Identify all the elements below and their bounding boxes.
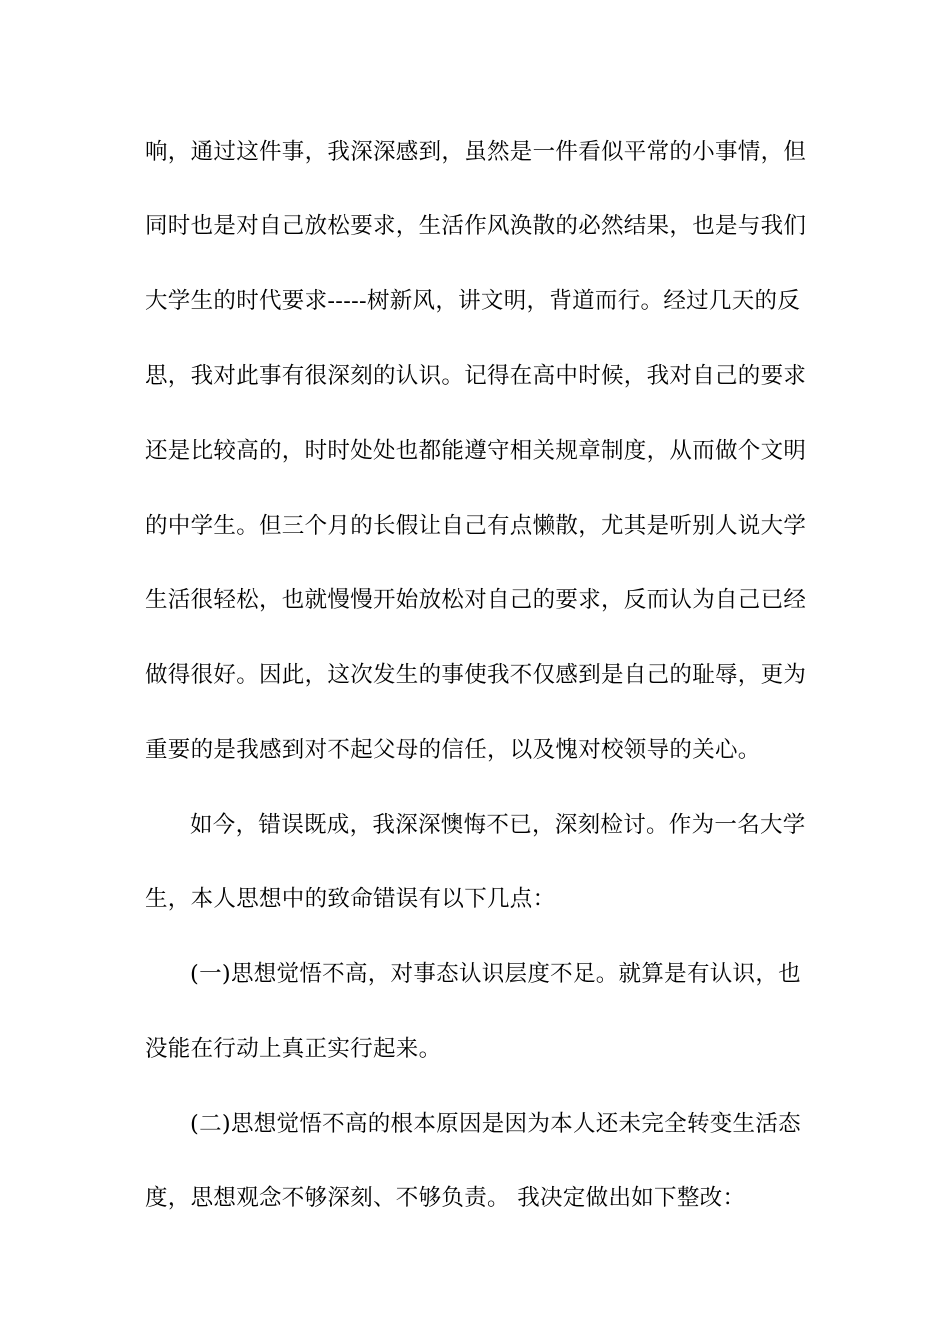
paragraph-line: 生，本人思想中的致命错误有以下几点： <box>145 886 556 912</box>
paragraph-line: 响，通过这件事，我深深感到，虽然是一件看似平常的小事情，但 <box>145 139 807 165</box>
paragraph-line: 思，我对此事有很深刻的认识。记得在高中时候，我对自己的要求 <box>145 363 807 389</box>
paragraph-line: 生活很轻松，也就慢慢开始放松对自己的要求，反而认为自己已经 <box>145 587 807 613</box>
paragraph-line: 还是比较高的，时时处处也都能遵守相关规章制度，从而做个文明 <box>145 438 807 464</box>
paragraph-line: 重要的是我感到对不起父母的信任，以及愧对校领导的关心。 <box>145 737 761 763</box>
list-item-first-line: (一)思想觉悟不高，对事态认识层度不足。就算是有认识，也 <box>190 961 801 987</box>
paragraph-line: 做得很好。因此，这次发生的事使我不仅感到是自己的耻辱，更为 <box>145 662 807 688</box>
paragraph-line: 同时也是对自己放松要求，生活作风涣散的必然结果，也是与我们 <box>145 213 807 239</box>
list-item-line: 没能在行动上真正实行起来。 <box>145 1036 442 1062</box>
list-item-line: 度，思想观念不够深刻、不够负责。 我决定做出如下整改： <box>145 1185 746 1211</box>
list-item-first-line: (二)思想觉悟不高的根本原因是因为本人还未完全转变生活态 <box>190 1111 801 1137</box>
paragraph-line: 的中学生。但三个月的长假让自己有点懒散，尤其是听别人说大学 <box>145 513 807 539</box>
paragraph-line: 大学生的时代要求-----树新风，讲文明，背道而行。经过几天的反 <box>145 288 801 314</box>
paragraph-first-line: 如今，错误既成，我深深懊悔不已，深刻检讨。作为一名大学 <box>190 812 806 838</box>
